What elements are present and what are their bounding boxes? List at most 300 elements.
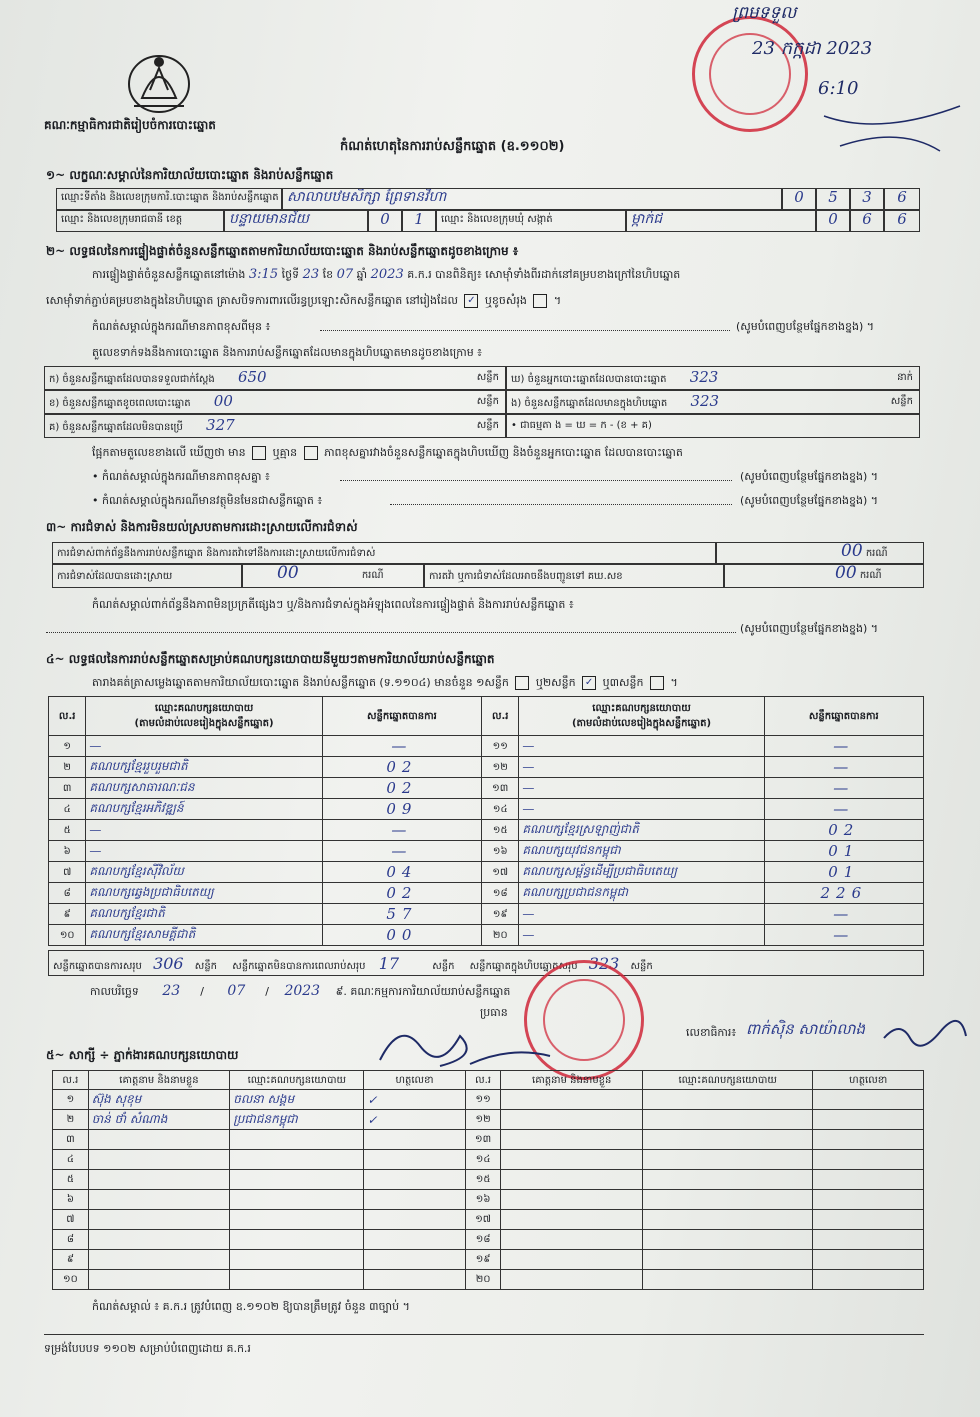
party-name: — [519, 925, 764, 946]
witness-empty-cell[interactable] [501, 1230, 643, 1250]
footnote: កំណត់សម្គាល់ ៖ គ.ក.រ ត្រូវបំពេញ ឧ.១១០២ ឱ្យបានត្រឹមត្រូវ ចំនួន ៣ច្បាប់ ។ [92, 1300, 410, 1313]
footer-rule [44, 1334, 924, 1335]
party-number: ៥ [49, 820, 86, 841]
secretary-name: ពាក់ស៊ិន សាយ៉ាលាង [746, 1020, 866, 1038]
witness-party[interactable]: ចលនា សង្គម [230, 1090, 364, 1110]
results-row [49, 778, 924, 799]
results-col-no [482, 697, 519, 736]
party-name: — [519, 778, 764, 799]
party-name: គណបក្សយុវជនកម្ពុជា [519, 841, 764, 862]
witness-row [53, 1270, 924, 1290]
section4-heading: ៤~ លទ្ធផលនៃការរាប់សន្លឹកឆ្នោតសម្រាប់គណបក្សនយោបាយនីមួយៗតាមការិយាល័យរាប់សន្លឹកឆ្នោត [46, 652, 495, 666]
received-date: 23 កក្កដា 2023 [752, 38, 873, 59]
party-votes: 01 [764, 862, 923, 883]
witness-sign[interactable] [364, 1170, 465, 1190]
note1-label: កំណត់សម្គាល់ក្នុងករណីមានភាពខុសពីមុន ៖ [92, 320, 271, 333]
commune-digit: 6 [884, 210, 920, 232]
party-number: ៩ [49, 904, 86, 925]
form-title: កំណត់ហេតុនៃការរាប់សន្លឹកឆ្នោត (ឧ.១១០២) [340, 139, 565, 154]
figure-label: ក) ចំនួនសន្លឹកឆ្នោតដែលបានទទួលជាក់ស្តែង [49, 374, 215, 385]
results-col-party-sub: (តាមលំដាប់លេខរៀងក្នុងសន្លឹកឆ្នោត) [571, 718, 712, 729]
witness-no: ២ [53, 1110, 89, 1130]
irregularities-tail: (សូមបំពេញបន្ថែមផ្នែកខាងខ្នង) ។ [740, 622, 879, 635]
witness-no: ៣ [53, 1130, 89, 1150]
resolved-value: 00 [277, 564, 299, 583]
witness-empty-cell[interactable] [813, 1190, 924, 1210]
witness-name[interactable] [88, 1170, 230, 1190]
witness-no: ១០ [53, 1270, 89, 1290]
results-col-votes [764, 697, 923, 736]
verify-year: 2023 [370, 267, 404, 282]
party-votes: — [322, 841, 481, 862]
party-number: ១៧ [482, 862, 519, 883]
formula-row: • ជាធម្មតា ង = ឃ = ក - (ខ + គ) [506, 414, 920, 438]
results-row [49, 904, 924, 925]
party-votes: 00 [322, 925, 481, 946]
party-votes: 09 [322, 799, 481, 820]
witness-no: ១២ [465, 1110, 501, 1130]
party-number: ៤ [49, 799, 86, 820]
party-name: — [519, 757, 764, 778]
section5-heading: ៥~ សាក្សី ÷ ភ្នាក់ងារគណបក្សនយោបាយ [46, 1048, 239, 1062]
bullet-note-2-fill[interactable] [390, 504, 732, 505]
party-name: គណបក្សខ្មែរស៊ីវិល័យ [86, 862, 322, 883]
chair-signature [370, 1016, 570, 1076]
figure-value: 323 [689, 368, 719, 386]
witness-empty-cell[interactable] [642, 1230, 813, 1250]
witness-name[interactable] [88, 1230, 230, 1250]
objections-label: ការជំទាស់ពាក់ព័ន្ធនឹងការរាប់សន្លឹកឆ្នោត និងការតវ៉ាទៅនឹងការដោះស្រាយលើការជំទាស់ [52, 542, 716, 564]
witness-no: ៤ [53, 1150, 89, 1170]
witness-no: ១៧ [465, 1210, 501, 1230]
figure-row-b [44, 390, 506, 414]
figure-unit: នាក់ [897, 372, 913, 383]
results-row [49, 862, 924, 883]
witness-name[interactable]: ស៊ុង សុខុម [88, 1090, 230, 1110]
witness-row [53, 1130, 924, 1150]
bullet-note-1-tail: (សូមបំពេញបន្ថែមផ្នែកខាងខ្នង) ។ [740, 470, 879, 483]
seal-text: សោម៉ាំទាក់ភ្ជាប់គម្របខាងក្នុងនៃហិបឆ្នោត គ្រាសបិទការពារលើរន្ធប្រឡោះសិកសន្លឹកឆ្នោត នៅរៀងដែល [46, 294, 458, 307]
figure-value: 00 [213, 392, 233, 410]
results-col-no-label: ល.រ [58, 710, 76, 722]
total-valid-label: សន្លឹកឆ្នោតបានការសរុប [53, 961, 142, 972]
commune-digit: 0 [816, 210, 850, 232]
witness-empty-cell[interactable] [813, 1210, 924, 1230]
results-col-no [49, 697, 86, 736]
witness-name[interactable] [88, 1130, 230, 1150]
witness-row [53, 1250, 924, 1270]
results-col-party-label: ឈ្មោះគណបក្សនយោបាយ [154, 703, 254, 714]
one-sheet-checkbox[interactable] [515, 676, 529, 690]
two-sheets-checkbox[interactable]: ✓ [582, 676, 596, 690]
party-number: ១១ [482, 736, 519, 757]
party-number: ១៨ [482, 883, 519, 904]
witness-row [53, 1190, 924, 1210]
witness-empty-cell[interactable] [501, 1190, 643, 1210]
appeal-value: 00 [835, 564, 857, 583]
results-table [48, 696, 924, 946]
seal-line: សោម៉ាំទាក់ភ្ជាប់គម្របខាងក្នុងនៃហិបឆ្នោត គ្រាសបិទការពារលើរន្ធប្រឡោះសិកសន្លឹកឆ្នោត នៅរៀងដែល ✓ ឬខូចសំរុង ។ [46, 294, 562, 307]
witness-empty-cell[interactable] [501, 1130, 643, 1150]
witness-empty-cell[interactable] [642, 1110, 813, 1130]
party-name: គណបក្សខ្មែរជាតិ [86, 904, 322, 925]
results-col-votes [322, 697, 481, 736]
witness-party[interactable] [230, 1130, 364, 1150]
objections-value: 00 [841, 542, 863, 561]
totals-row [48, 950, 924, 976]
witness-col-party: ឈ្មោះគណបក្សនយោបាយ [230, 1071, 364, 1090]
bullet-note-1-fill[interactable] [340, 480, 732, 481]
witness-sign[interactable] [364, 1230, 465, 1250]
year-label: ឆ្នាំ [356, 268, 368, 281]
party-votes: — [764, 778, 923, 799]
witness-empty-cell[interactable] [642, 1170, 813, 1190]
witness-party[interactable]: ប្រជាជនកម្ពុជា [230, 1110, 364, 1130]
witness-name[interactable] [88, 1150, 230, 1170]
witness-sign[interactable] [364, 1210, 465, 1230]
date-year: 2023 [284, 983, 321, 999]
witness-sign[interactable]: ✓ [364, 1090, 465, 1110]
results-col-party [86, 697, 322, 736]
party-name: គណបក្សសាធារណៈជន [86, 778, 322, 799]
witness-row [53, 1090, 924, 1110]
party-votes: 02 [764, 820, 923, 841]
party-name: — [86, 820, 322, 841]
received-ack: ព្រមទទួល [732, 3, 797, 23]
witness-col-name: គោត្តនាម និងនាមខ្លួន [88, 1071, 230, 1090]
figure-label: ខ) ចំនួនសន្លឹកឆ្នោតខូចពេលបោះឆ្នោត [49, 398, 191, 409]
verify-line [92, 268, 680, 282]
witness-no: ១៦ [465, 1190, 501, 1210]
commune-digit: 6 [850, 210, 884, 232]
witness-empty-cell[interactable] [642, 1150, 813, 1170]
location-digit: 5 [816, 188, 850, 210]
tally-intro: តារាងគត់ត្រាសម្លេងឆ្នោតតាមការិយាល័យបោះឆ្នោត និងរាប់សន្លឹកឆ្នោត (ទ.១១០៤) មានចំនួន ១សន្លឹក [92, 676, 509, 689]
witness-empty-cell[interactable] [501, 1250, 643, 1270]
commune-label: ឈ្មោះ និងលេខក្រុមឃុំ សង្កាត់ [436, 210, 626, 232]
party-number: ២ [49, 757, 86, 778]
total-invalid-label: សន្លឹកឆ្នោតមិនបានការពេលរាប់សរុប [232, 961, 366, 972]
results-row [49, 820, 924, 841]
party-name: — [519, 799, 764, 820]
irregularities-note: កំណត់សម្គាល់ពាក់ព័ន្ធនឹងភាពមិនប្រក្រតីផ្សេងៗ ឬ/និងការជំទាស់ក្នុងអំឡុងពេលនៃការផ្ទៀងផ្ទាត់ និងការរាប់សន្លឹកឆ្នោត ៖ [92, 598, 574, 611]
appeal-unit: ករណី [859, 570, 882, 581]
day-label: ថ្ងៃទី [281, 268, 300, 281]
date-month: 07 [227, 983, 246, 999]
party-votes: — [322, 820, 481, 841]
witness-row [53, 1170, 924, 1190]
witness-col-sign: ហត្ថលេខា [813, 1071, 924, 1090]
results-row [49, 799, 924, 820]
location-value: សាលាបឋមសិក្សា ព្រៃទានវិហា [282, 188, 782, 210]
results-col-party [519, 697, 764, 736]
results-col-party-sub: (តាមលំដាប់លេខរៀងក្នុងសន្លឹកឆ្នោត) [134, 718, 274, 729]
witness-empty-cell[interactable] [813, 1270, 924, 1290]
witness-col-no: ល.រ [53, 1071, 89, 1090]
witness-col-sign: ហត្ថលេខា [364, 1071, 465, 1090]
figure-row-c [44, 414, 506, 438]
discrepancy-text: ផ្អែកតាមតួលេខខាងលើ ឃើញថា មាន [92, 446, 246, 459]
location-digit: 0 [782, 188, 816, 210]
bullet-note-1: • កំណត់សម្គាល់ក្នុងករណីមានភាពខុសគ្នា ៖ [92, 470, 270, 483]
total-box-value: 323 [588, 954, 620, 973]
witness-no: ៦ [53, 1190, 89, 1210]
province-digit: 0 [368, 210, 402, 232]
witness-sign[interactable] [364, 1130, 465, 1150]
witness-name[interactable] [88, 1270, 230, 1290]
witness-no: ១៩ [465, 1250, 501, 1270]
witness-empty-cell[interactable] [813, 1170, 924, 1190]
discrepancy-line [92, 446, 683, 460]
witness-row [53, 1230, 924, 1250]
two-sheets-label: ឬ២សន្លឹក [535, 676, 576, 689]
witness-name[interactable]: ចាន់ ថាំ សំណាង [88, 1110, 230, 1130]
objections-unit: ករណី [865, 548, 888, 559]
figure-value: 327 [206, 416, 235, 434]
verify-tail: គ.ក.រ បានពិនិត្យ៖ សោម៉ាំទាំងពីរដាក់នៅគម្របខាងក្រៅនៃហិបឆ្នោត [407, 268, 681, 281]
total-invalid-unit: សន្លឹក [432, 961, 455, 972]
party-number: ១០ [49, 925, 86, 946]
note1-tail: (សូមបំពេញបន្ថែមផ្នែកខាងខ្នង) ។ [736, 320, 875, 333]
witness-party[interactable] [230, 1230, 364, 1250]
seal-broken-label: ឬខូចសំរុង [484, 294, 527, 307]
party-name: — [519, 736, 764, 757]
party-number: ១៣ [482, 778, 519, 799]
witness-table [52, 1070, 924, 1290]
witness-no: ១ [53, 1090, 89, 1110]
resolved-unit: ករណី [361, 570, 384, 581]
authority-name: គណៈកម្មាធិការជាតិរៀបចំការបោះឆ្នោត [44, 118, 216, 132]
witness-row [53, 1150, 924, 1170]
results-row [49, 841, 924, 862]
witness-header-row [53, 1071, 924, 1090]
month-label: ខែ [322, 268, 334, 281]
official-seal-top [692, 16, 808, 132]
results-grid [48, 696, 924, 946]
section2-heading: ២~ លទ្ធផលនៃការផ្ទៀងផ្ទាត់ចំនួនសន្លឹកឆ្នោតតាមការិយាល័យបោះឆ្នោត និងរាប់សន្លឹកឆ្នោតដូចខាងក្រោម ៖ [46, 244, 519, 258]
party-votes: — [764, 925, 923, 946]
province-value: បន្ទាយមានជ័យ [224, 210, 368, 232]
witness-empty-cell[interactable] [813, 1150, 924, 1170]
party-name: — [86, 841, 322, 862]
party-votes: — [764, 757, 923, 778]
three-sheets-label: ឬ៣សន្លឹក [602, 676, 644, 689]
witness-party[interactable] [230, 1210, 364, 1230]
irregularities-fill[interactable] [46, 632, 736, 633]
nec-emblem-logo [122, 46, 196, 116]
witness-col-no: ល.រ [465, 1071, 501, 1090]
appeal-label: ការតវ៉ា ឬការជំទាស់ដែលអាចនឹងបញ្ជូនទៅ គឃ.សខ [424, 564, 724, 588]
bullet-note-2-tail: (សូមបំពេញបន្ថែមផ្នែកខាងខ្នង) ។ [740, 494, 879, 507]
total-box-unit: សន្លឹក [630, 961, 653, 972]
results-col-votes-label: សន្លឹកឆ្នោតបានការ [808, 710, 879, 722]
date-day: 23 [162, 983, 181, 999]
party-votes: 04 [322, 862, 481, 883]
witness-no: ៥ [53, 1170, 89, 1190]
witness-sign[interactable] [364, 1250, 465, 1270]
figure-value: 323 [690, 392, 720, 410]
secretary-signature [880, 1018, 970, 1048]
witness-empty-cell[interactable] [642, 1130, 813, 1150]
results-header-row [49, 697, 924, 736]
figure-label: ឃ) ចំនួនអ្នកបោះឆ្នោតដែលបានបោះឆ្នោត [511, 374, 667, 385]
party-votes: 02 [322, 778, 481, 799]
witness-no: ១៤ [465, 1150, 501, 1170]
party-number: ៦ [49, 841, 86, 862]
verify-month: 07 [336, 267, 354, 282]
witness-empty-cell[interactable] [642, 1210, 813, 1230]
witness-name[interactable] [88, 1190, 230, 1210]
party-number: ១៤ [482, 799, 519, 820]
results-row [49, 925, 924, 946]
witness-empty-cell[interactable] [501, 1270, 643, 1290]
party-name: — [86, 736, 322, 757]
objections-cell [716, 542, 924, 564]
party-number: ១៩ [482, 904, 519, 925]
witness-name[interactable] [88, 1210, 230, 1230]
figure-unit: សន្លឹក [476, 372, 499, 383]
witness-row [53, 1110, 924, 1130]
note1-fill-line[interactable] [320, 330, 730, 331]
seal-broken-checkbox[interactable] [533, 294, 547, 308]
witness-empty-cell[interactable] [813, 1090, 924, 1110]
discrepancy-yes-checkbox[interactable] [252, 446, 266, 460]
party-number: ២០ [482, 925, 519, 946]
party-number: ៣ [49, 778, 86, 799]
results-col-party-label: ឈ្មោះគណបក្សនយោបាយ [592, 703, 691, 714]
witness-no: ១៨ [465, 1230, 501, 1250]
witness-no: ១៥ [465, 1170, 501, 1190]
party-votes: 226 [764, 883, 923, 904]
witness-no: ១១ [465, 1090, 501, 1110]
witness-sign[interactable] [364, 1150, 465, 1170]
seal-intact-checkbox[interactable]: ✓ [464, 294, 478, 308]
figure-label: ង) ចំនួនសន្លឹកឆ្នោតដែលមានក្នុងហិបឆ្នោត [511, 398, 668, 409]
witness-empty-cell[interactable] [813, 1250, 924, 1270]
witness-empty-cell[interactable] [501, 1170, 643, 1190]
tally-sheets-line: តារាងគត់ត្រាសម្លេងឆ្នោតតាមការិយាល័យបោះឆ្នោត និងរាប់សន្លឹកឆ្នោត (ទ.១១០៤) មានចំនួន ១សន្លឹក ឬ២សន្លឹក ✓ ឬ៣សន្លឹក ។ [92, 676, 678, 689]
witness-empty-cell[interactable] [501, 1090, 643, 1110]
location-label: ឈ្មោះទីតាំង និងលេខក្រុមការិ.បោះឆ្នោត និងរាប់សន្លឹកឆ្នោត [56, 188, 282, 210]
party-number: ១ [49, 736, 86, 757]
party-number: ១៦ [482, 841, 519, 862]
figure-unit: សន្លឹក [476, 420, 499, 431]
witness-empty-cell[interactable] [501, 1150, 643, 1170]
witness-no: ៩ [53, 1250, 89, 1270]
witness-grid [52, 1070, 924, 1290]
verify-text: ការផ្ទៀងផ្ទាត់ចំនួនសន្លឹកឆ្នោតនៅម៉ោង [92, 268, 246, 281]
party-name: គណបក្សឆ្វេងប្រជាធិបតេយ្យ [86, 883, 322, 904]
witness-sign[interactable]: ✓ [364, 1110, 465, 1130]
results-row [49, 757, 924, 778]
figure-row-e [506, 390, 920, 414]
witness-empty-cell[interactable] [501, 1210, 643, 1230]
witness-empty-cell[interactable] [642, 1190, 813, 1210]
results-row [49, 883, 924, 904]
witness-empty-cell[interactable] [501, 1110, 643, 1130]
results-col-no-label: ល.រ [491, 710, 509, 722]
discrepancy-no-checkbox[interactable] [304, 446, 318, 460]
province-label: ឈ្មោះ និងលេខក្រុមរាជធានី ខេត្ត [56, 210, 224, 232]
date-label: កាលបរិច្ឆេទ [90, 985, 139, 998]
party-votes: — [764, 904, 923, 925]
resolved-cell [242, 564, 424, 588]
chair-label: ប្រធាន [480, 1006, 508, 1019]
witness-empty-cell[interactable] [642, 1270, 813, 1290]
figure-unit: សន្លឹក [476, 396, 499, 407]
witness-party[interactable] [230, 1170, 364, 1190]
verify-day: 23 [302, 267, 320, 282]
party-number: ១៥ [482, 820, 519, 841]
total-valid-value: 306 [153, 954, 184, 973]
witness-name[interactable] [88, 1250, 230, 1270]
secretary-label: លេខាធិការ៖ [686, 1026, 737, 1039]
party-votes: — [764, 736, 923, 757]
witness-party[interactable] [230, 1250, 364, 1270]
witness-empty-cell[interactable] [813, 1130, 924, 1150]
discrepancy-tail: ភាពខុសគ្នារវាងចំនួនសន្លឹកឆ្នោតក្នុងហិបឃើញ និងចំនួនអ្នកបោះឆ្នោត ដែលបានបោះឆ្នោត [324, 446, 683, 459]
figure-unit: សន្លឹក [890, 396, 913, 407]
witness-sign[interactable] [364, 1270, 465, 1290]
witness-no: ៨ [53, 1230, 89, 1250]
witness-empty-cell[interactable] [813, 1230, 924, 1250]
party-number: ១២ [482, 757, 519, 778]
witness-row [53, 1210, 924, 1230]
commune-value: ម្កាក់ជ [626, 210, 816, 232]
witness-no: ៧ [53, 1210, 89, 1230]
figures-intro: តួលេខទាក់ទងនឹងការបោះឆ្នោត និងការរាប់សន្លឹកឆ្នោតដែលមានក្នុងហិបឆ្នោតមានដូចខាងក្រោម ៖ [92, 346, 483, 359]
form-footer: ទម្រង់បែបបទ ១១០២ សម្រាប់បំពេញដោយ គ.ក.រ [44, 1342, 251, 1355]
witness-party[interactable] [230, 1150, 364, 1170]
party-name: — [519, 904, 764, 925]
party-votes: 57 [322, 904, 481, 925]
province-digit: 1 [402, 210, 436, 232]
party-name: គណបក្សខ្មែរអភិវឌ្ឍន៍ [86, 799, 322, 820]
three-sheets-checkbox[interactable] [650, 676, 664, 690]
location-digit: 3 [850, 188, 884, 210]
witness-party[interactable] [230, 1270, 364, 1290]
witness-sign[interactable] [364, 1190, 465, 1210]
figure-row-d [506, 366, 920, 390]
witness-col-name: គោត្តនាម និងនាមខ្លួន [501, 1071, 643, 1090]
witness-no: ២០ [465, 1270, 501, 1290]
location-digit: 6 [884, 188, 920, 210]
figure-value: 650 [237, 368, 267, 386]
witness-empty-cell[interactable] [813, 1110, 924, 1130]
party-number: ៨ [49, 883, 86, 904]
witness-party[interactable] [230, 1190, 364, 1210]
resolved-label: ការជំទាស់ដែលបានដោះស្រាយ [52, 564, 242, 588]
received-time: 6:10 [818, 78, 859, 99]
date-line: កាលបរិច្ឆេទ 23 / 07 / 2023 ៩. គណៈកម្មការការិយាល័យរាប់សន្លឹកឆ្នោត [90, 983, 511, 999]
party-votes: — [322, 736, 481, 757]
pen-scribble-mark [820, 96, 970, 156]
witness-empty-cell[interactable] [642, 1090, 813, 1110]
party-votes: 02 [322, 883, 481, 904]
total-valid-unit: សន្លឹក [194, 961, 218, 972]
appeal-cell [724, 564, 924, 588]
party-votes: 02 [322, 757, 481, 778]
bullet-note-2: • កំណត់សម្គាល់ក្នុងករណីមានវត្ថុមិនមែនជាសន្លឹកឆ្នោត ៖ [92, 494, 323, 507]
total-invalid-value: 17 [378, 954, 400, 973]
witness-col-party: ឈ្មោះគណបក្សនយោបាយ [642, 1071, 813, 1090]
party-name: គណបក្សខ្មែរស្រឡាញ់ជាតិ [519, 820, 764, 841]
party-number: ៧ [49, 862, 86, 883]
party-votes: — [764, 799, 923, 820]
witness-empty-cell[interactable] [642, 1250, 813, 1270]
verify-time: 3:15 [248, 267, 279, 282]
party-name: គណបក្សប្រជាជនកម្ពុជា [519, 883, 764, 904]
